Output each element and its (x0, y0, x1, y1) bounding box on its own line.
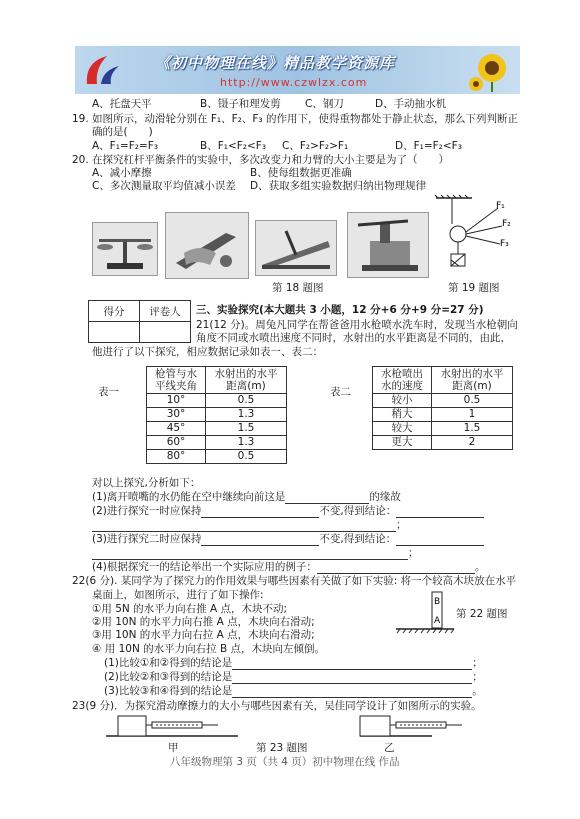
section3-heading: 三、实验探究(本大题共 3 小题，12 分+6 分+9 分=27 分) (196, 304, 484, 316)
table2-head-speed: 水枪喷出水的速度 (373, 367, 432, 394)
table-row: 45° 1.5 (147, 422, 287, 436)
friction-diagram (98, 712, 518, 756)
q19-option-a: A、F₁=F₂=F₃ (92, 140, 159, 152)
fig23-left-label: 甲 (168, 742, 179, 754)
q20-option-b: B、使每组数据更准确 (250, 167, 352, 179)
q22-op1: ①用 5N 的水平力向右推 A 点，木块不动; (92, 603, 288, 615)
table-row: 较大 1.5 (373, 422, 513, 436)
tweezers-scissors-photo (165, 212, 249, 279)
f19-label-3: F₃ (500, 239, 509, 249)
q19-option-b: B、F₁<F₂<F₃ (200, 140, 267, 152)
table-row: 较小 0.5 (373, 394, 513, 408)
q18-option-b: B、镊子和理发剪 (200, 98, 281, 110)
q21-line3: 他进行了以下探究，相应数据记录如表一、表二： (92, 346, 323, 358)
q21-line1: 21(12 分)。周兔凡同学在帮爸爸用水枪喷水洗车时，发现当水枪朝向 (196, 319, 518, 331)
site-banner (75, 46, 520, 94)
table-row: 30° 1.3 (147, 408, 287, 422)
q22-cmp1: (1)比较①和②得到的结论是 ； (104, 657, 483, 669)
table-row: 稍大 1 (373, 408, 513, 422)
table2 (372, 366, 513, 450)
q22-op2: ②用 10N 的水平力向右推 A 点，木块向右滑动; (92, 616, 315, 628)
banner-title: 《初中物理在线》精品教学资源库 (155, 54, 396, 72)
page-footer: 八年级物理第 3 页（共 4 页）初中物理在线 作品 (170, 756, 400, 768)
table1 (146, 366, 287, 464)
q18-option-d: D、手动抽水机 (375, 98, 447, 110)
analysis-intro: 对以上探究,分析如下： (92, 477, 201, 489)
fig23-caption: 第 23 题图 (256, 742, 308, 754)
q21-line2: 角度不同或水喷出速度不同时，水射出的水平距离是不同的，由此， (196, 332, 511, 344)
q19-option-d: D、F₁=F₂<F₃ (395, 140, 462, 152)
pulley-diagram (432, 194, 512, 274)
q22-cmp3: (3)比较③和④得到的结论是 。 (104, 685, 483, 697)
analysis-3-cont: ； (92, 545, 419, 560)
grader-cell[interactable] (140, 322, 191, 343)
analysis-3: (3)进行探究二时应保持 不变,得到结论： (92, 531, 484, 546)
table1-head-distance: 水射出的水平距离(m) (206, 367, 287, 394)
table-row: 10° 0.5 (147, 394, 287, 408)
f19-label-1: F₁ (496, 201, 505, 211)
q20-stem: 20. 在探究杠杆平衡条件的实验中，多次改变力和力臂的大小主要是为了（ ） (72, 154, 450, 166)
q18-option-c: C、钢刀 (305, 98, 344, 110)
analysis-2: (2)进行探究一时应保持 不变,得到结论： (92, 503, 484, 518)
score-col-label: 得分 (89, 301, 140, 322)
fig19-caption: 第 19 题图 (448, 282, 500, 294)
table-row: 60° 1.3 (147, 436, 287, 450)
q18-option-a: A、托盘天平 (92, 98, 152, 110)
q20-option-a: A、减小摩擦 (92, 167, 152, 179)
q20-option-c: C、多次测量取平均值减小误差 (92, 180, 236, 192)
table-row: 更大 2 (373, 436, 513, 450)
block-label-a: A (434, 616, 441, 626)
table2-head-distance: 水射出的水平距离(m) (432, 367, 513, 394)
balance-scale-photo (92, 222, 158, 276)
q23-line1: 23(9 分)．为探究滑动摩擦力的大小与哪些因素有关，吴佳同学设计了如图所示的实验。 (72, 700, 482, 712)
q22-line2: 桌面上，如图所示，进行了如下操作: (92, 589, 264, 601)
banner-url[interactable]: http://www.czwlzx.com (220, 76, 368, 89)
table1-head-angle: 枪管与水平线夹角 (147, 367, 206, 394)
answer-blank-2b[interactable] (396, 517, 484, 518)
q22-op3: ③用 10N 的水平力向右拉 A 点，木块向右滑动; (92, 629, 315, 641)
q19-option-c: C、F₂>F₂>F₁ (282, 140, 349, 152)
score-table (88, 300, 191, 343)
knife-photo (255, 220, 337, 276)
score-cell[interactable] (89, 322, 140, 343)
f19-label-2: F₂ (502, 219, 511, 229)
q22-line1: 22(6 分). 某同学为了探究力的作用效果与哪些因素有关做了如下实验: 将一个较高木块放在水平 (72, 575, 517, 587)
grader-col-label: 评卷人 (140, 301, 191, 322)
block-label-b: B (434, 597, 441, 607)
site-logo-icon (81, 50, 125, 90)
table1-label: 表一 (98, 386, 119, 398)
hand-pump-photo (347, 212, 429, 278)
fig22-caption: 第 22 题图 (456, 608, 508, 620)
table2-label: 表二 (330, 386, 351, 398)
fig23-right-label: 乙 (384, 742, 395, 754)
block-diagram (394, 590, 456, 636)
analysis-1: (1)离开喷嘴的水仍能在空中继续向前这是 的缘故 (92, 491, 401, 503)
q22-op4: ④ 用 10N 的水平力向右拉 B 点，木块向左倾倒。 (92, 643, 326, 655)
analysis-2-cont: ； (92, 517, 407, 532)
q19-stem: 19. 如图所示，动滑轮分别在 F₁、F₂、F₃ 的作用下，使得重物都处于静止状态，那么下列判断正 (72, 113, 518, 125)
q19-stem-cont: 确的是( ) (92, 126, 153, 138)
analysis-4: (4)根据探究一的结论举出一个实际应用的例子： 。 (92, 561, 486, 573)
sunflower-icon (464, 48, 514, 92)
fig18-caption: 第 18 题图 (272, 282, 324, 294)
table-row: 80° 0.5 (147, 450, 287, 464)
q20-option-d: D、获取多组实验数据归纳出物理规律 (250, 180, 427, 192)
q22-cmp2: (2)比较②和③得到的结论是 ； (104, 671, 483, 683)
